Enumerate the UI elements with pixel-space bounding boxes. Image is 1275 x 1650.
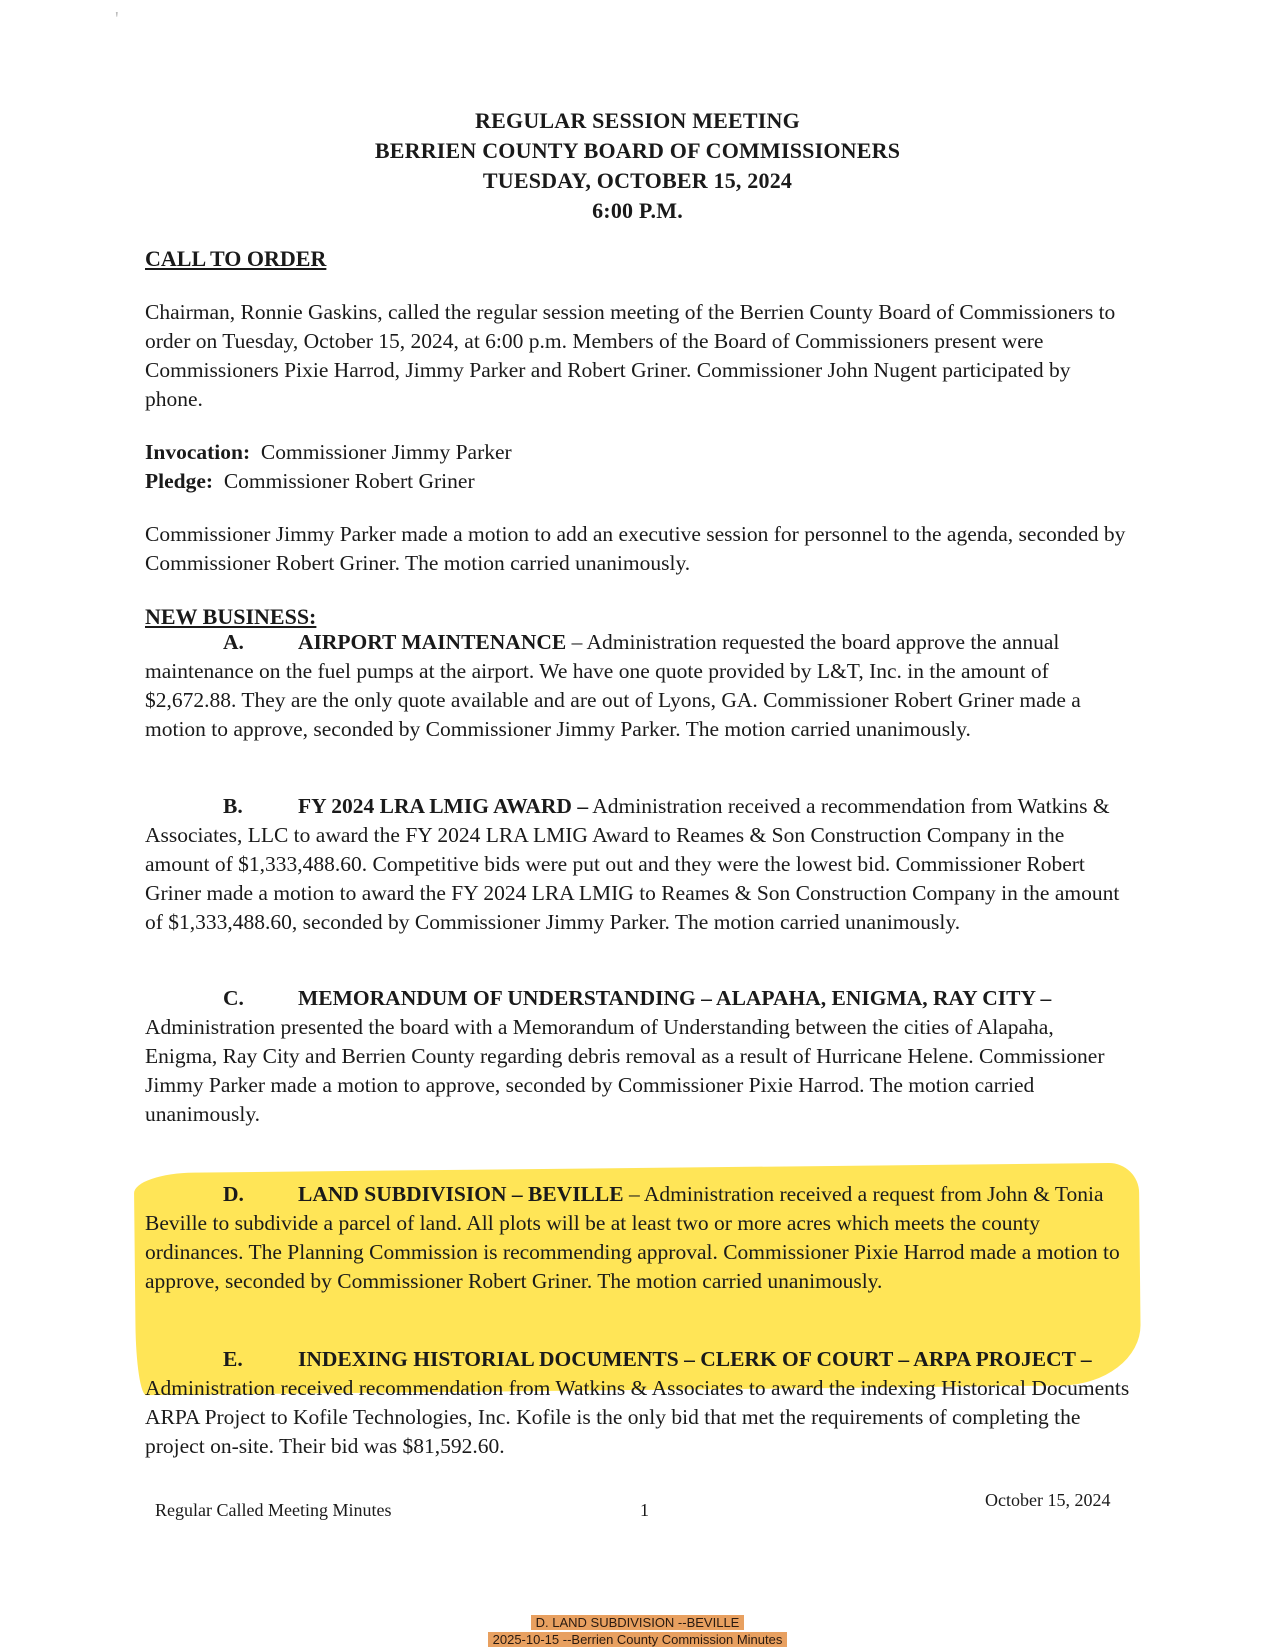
executive-session-motion: Commissioner Jimmy Parker made a motion to add an executive session for personnel to the agenda, seconded by Commissioner Robert Griner. The motion carried unanimously. xyxy=(145,522,1126,575)
item-letter: D. xyxy=(223,1182,244,1206)
item-title: LAND SUBDIVISION – BEVILLE xyxy=(298,1182,624,1206)
item-title: MEMORANDUM OF UNDERSTANDING – ALAPAHA, ENIGMA, RAY CITY – xyxy=(298,986,1052,1010)
caption-line-2 xyxy=(0,1631,1275,1648)
business-item-b xyxy=(145,792,1130,937)
item-text: Administration received recommendation from Watkins & Associates to award the indexing Historical Documents ARPA Project to Kofile Technologies, Inc. Kofile is the only bid that met the requirements of completing the project on-site. Their bid was $81,592.60. xyxy=(145,1376,1130,1458)
meeting-title xyxy=(0,106,1275,226)
item-letter: B. xyxy=(223,794,243,818)
call-to-order-heading: CALL TO ORDER xyxy=(145,246,327,271)
footer-date: October 15, 2024 xyxy=(985,1490,1111,1510)
pledge-value: Commissioner Robert Griner xyxy=(223,469,475,493)
business-item-c xyxy=(145,984,1130,1129)
item-text: – Administration requested the board approve the annual maintenance on the fuel pumps at the airport. We have one quote provided by L&T, Inc. in the amount of $2,672.88. They are the only quote available and are out of Lyons, GA. Commissioner Robert Griner made a motion to approve, seconded by Commissioner Jimmy Parker. The motion carried unanimously. xyxy=(145,630,1081,741)
item-text: Administration presented the board with a Memorandum of Understanding between the cities of Alapaha, Enigma, Ray City and Berrien County regarding debris removal as a result of Hurricane Helene. Commissioner Jimmy Parker made a motion to approve, seconded by Commissioner Pixie Harrod. The motion carried unanimously. xyxy=(145,1015,1105,1126)
item-letter: E. xyxy=(223,1347,243,1371)
item-letter: A. xyxy=(223,630,244,654)
caption-line-1 xyxy=(0,1614,1275,1631)
caption-text-2: 2025-10-15 --Berrien County Commission Minutes xyxy=(488,1632,788,1647)
title-line-4: 6:00 P.M. xyxy=(592,198,683,223)
title-line-2: BERRIEN COUNTY BOARD OF COMMISSIONERS xyxy=(374,138,901,163)
item-text: – Administration received a request from John & Tonia Beville to subdivide a parcel of land. All plots will be at least two or more acres which meets the county ordinances. The Planning Commission is recommending approval. Commissioner Pixie Harrod made a motion to approve, seconded by Commissioner Robert Griner. The motion carried unanimously. xyxy=(145,1182,1120,1293)
item-text: Administration received a recommendation from Watkins & Associates, LLC to award the FY 2024 LRA LMIG Award to Reames & Son Construction Company in the amount of $1,333,488.60. Competitive bids were put out and they were the lowest bid. Commissioner Robert Griner made a motion to award the FY 2024 LRA LMIG to Reames & Son Construction Company in the amount of $1,333,488.60, seconded by Commissioner Jimmy Parker. The motion carried unanimously. xyxy=(145,794,1120,934)
scan-speck: ' xyxy=(115,8,119,30)
business-item-e xyxy=(145,1345,1130,1461)
title-line-1: REGULAR SESSION MEETING xyxy=(475,108,800,133)
title-line-3: TUESDAY, OCTOBER 15, 2024 xyxy=(482,168,793,193)
business-item-a xyxy=(145,628,1130,744)
call-to-order-paragraph: Chairman, Ronnie Gaskins, called the regular session meeting of the Berrien County Board of Commissioners to order on Tuesday, October 15, 2024, at 6:00 p.m. Members of the Board of Commissioners present were Commissioners Pixie Harrod, Jimmy Parker and Robert Griner. Commissioner John Nugent participated by phone. xyxy=(145,300,1116,411)
invocation-line xyxy=(145,438,1130,467)
caption-text-1: D. LAND SUBDIVISION --BEVILLE xyxy=(531,1615,745,1630)
item-title: INDEXING HISTORIAL DOCUMENTS – CLERK OF COURT – ARPA PROJECT – xyxy=(298,1347,1092,1371)
item-letter: C. xyxy=(223,986,244,1010)
page-number: 1 xyxy=(640,1500,649,1520)
item-title: FY 2024 LRA LMIG AWARD – xyxy=(298,794,589,818)
business-item-d xyxy=(145,1180,1130,1296)
new-business-heading: NEW BUSINESS: xyxy=(145,604,317,629)
item-title: AIRPORT MAINTENANCE xyxy=(298,630,567,654)
invocation-label: Invocation: xyxy=(145,440,251,464)
pledge-line xyxy=(145,467,1130,496)
pledge-label: Pledge: xyxy=(145,469,214,493)
footer-title: Regular Called Meeting Minutes xyxy=(155,1500,392,1520)
invocation-value: Commissioner Jimmy Parker xyxy=(260,440,512,464)
